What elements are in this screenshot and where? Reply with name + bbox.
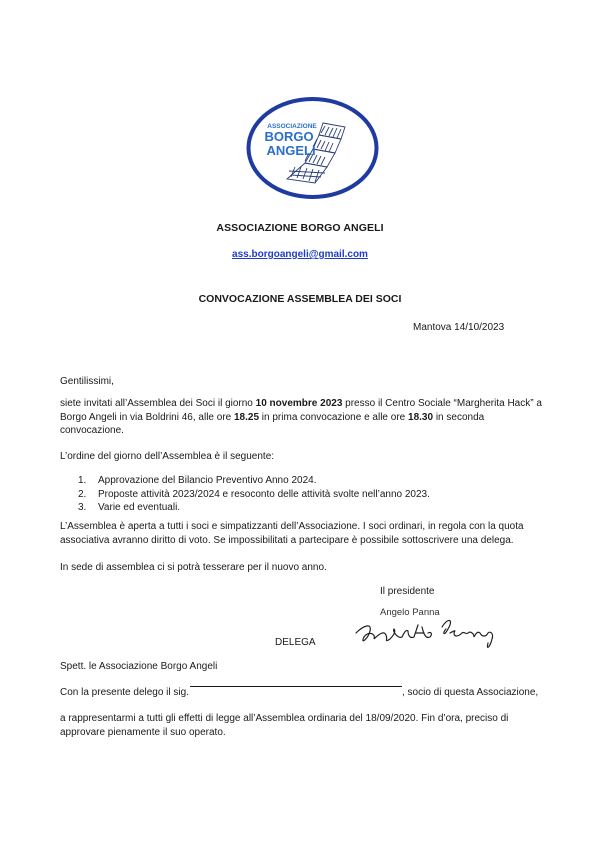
logo-line1: ASSOCIAZIONE: [267, 123, 317, 130]
logo-line2: BORGO: [264, 129, 314, 144]
meeting-date: 10 novembre 2023: [255, 398, 343, 409]
president-title: Il presidente: [380, 586, 435, 597]
delegate-name-field[interactable]: [190, 686, 402, 687]
agenda-intro: L’ordine del giorno dell’Assemblea è il seguente:: [60, 451, 275, 462]
signature: [350, 603, 520, 653]
place-date: Mantova 14/10/2023: [413, 322, 505, 333]
invite-text-3: in prima convocazione e alle ore: [259, 411, 409, 423]
delega-addressee: Spett. le Associazione Borgo Angeli: [60, 661, 218, 672]
agenda-item: 2. Proposte attività 2023/2024 e resoconto delle attività svolte nell’anno 2023.: [78, 488, 430, 500]
delega-body: a rappresentarmi a tutti gli effetti di legge all’Assemblea ordinaria del 18/09/2020. Fin d’ora, preciso di approvare pienamente il suo operato.: [60, 713, 509, 738]
membership-note: In sede di assemblea ci si potrà tesserare per il nuovo anno.: [60, 562, 327, 573]
president-name: Angelo Panna: [380, 607, 440, 618]
delega-line-suffix: , socio di questa Associazione,: [402, 687, 539, 698]
delega-title: DELEGA: [275, 637, 316, 648]
invite-text-4: in seconda convocazione.: [60, 411, 485, 436]
agenda-list: [60, 474, 550, 515]
invite-text-1: siete invitati all’Assemblea dei Soci il giorno: [60, 398, 256, 409]
agenda-item: 1. Approvazione del Bilancio Preventivo Anno 2024.: [78, 475, 317, 486]
delega-line-prefix: Con la presente delego il sig.: [60, 687, 189, 698]
email-link[interactable]: ass.borgoangeli@gmail.com: [232, 249, 368, 260]
second-call-time: 18.30: [408, 411, 434, 423]
invite-text-2: presso il Centro Sociale “Margherita Hack” a Borgo Angeli in via Boldrini 46, alle ore: [60, 398, 542, 423]
document-subject: CONVOCAZIONE ASSEMBLEA DEI SOCI: [198, 293, 402, 305]
association-logo: [245, 95, 380, 201]
invitation-paragraph: [60, 397, 550, 438]
greeting: Gentilissimi,: [60, 376, 114, 387]
organization-name: ASSOCIAZIONE BORGO ANGELI: [216, 222, 384, 234]
logo-line3: ANGELI: [266, 143, 316, 158]
first-call-time: 18.25: [234, 411, 260, 423]
agenda-item: 3. Varie ed eventuali.: [78, 502, 181, 513]
assembly-info-paragraph: L’Assemblea è aperta a tutti i soci e simpatizzanti dell’Associazione. I soci ordinari, in regola con la quota associativa avranno diritto di voto. Se impossibilitati a partecipare è possibile sottoscrivere una delega.: [60, 521, 524, 546]
